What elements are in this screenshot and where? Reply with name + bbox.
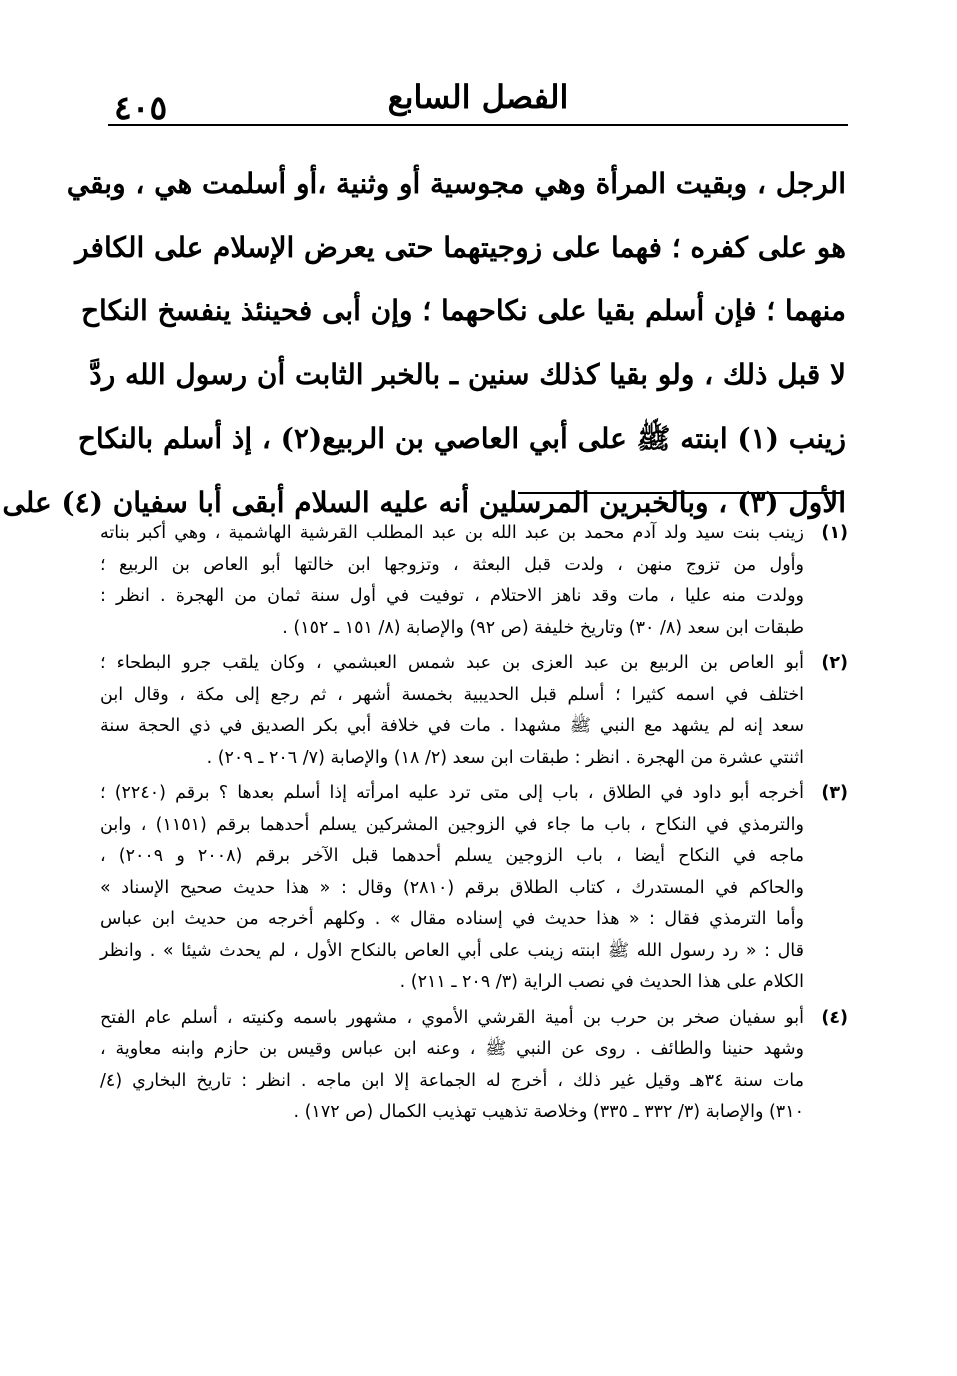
footnote-line: زينب بنت سيد ولد آدم محمد بن عبد الله بن عبد المطلب القرشية الهاشمية ، وهي أكبر بناته (100, 523, 804, 543)
footnote-line: أخرجه أبو داود في الطلاق ، باب إلى متى ترد عليه امرأته إذا أسلم بعدها ؟ برقم (٢٢٤٠) ؛ (100, 783, 805, 803)
footnote-3 (100, 778, 848, 999)
footnote-separator (518, 492, 844, 494)
main-text-line: هو على كفره ؛ فهما على زوجيتهما حتى يعرض الإسلام على الكافر (75, 230, 846, 264)
footnote-text (100, 648, 804, 774)
chapter-title: الفصل السابع (387, 78, 569, 116)
page-header (108, 70, 848, 126)
footnote-2 (100, 648, 848, 774)
footnote-number: (٤) (821, 1007, 848, 1028)
footnote-line: مات سنة ٣٤هـ وقيل غير ذلك ، أخرج له الجماعة إلا ابن ماجه . انظر : تاريخ البخاري (٤/ (100, 1070, 804, 1091)
footnote-4 (100, 1003, 848, 1129)
footnote-line: وشهد حنينا والطائف . روى عن النبي ﷺ ، وعنه ابن عباس وقيس بن حازم وابنه معاوية ، (100, 1039, 804, 1059)
footnote-line: ماجه في النكاح أيضا ، باب الزوجين يسلم أحدهما قبل الآخر برقم (٢٠٠٨ و ٢٠٠٩) ، (100, 846, 804, 866)
footnote-line: والترمذي في النكاح ، باب ما جاء في الزوجين المشركين يسلم أحدهما برقم (١١٥١) ، وابن (100, 814, 804, 835)
footnotes (100, 518, 848, 1133)
footnote-text (100, 518, 804, 644)
footnote-number: (٣) (821, 783, 848, 803)
footnote-line: طبقات ابن سعد (٨/ ٣٠) وتاريخ خليفة (ص ٩٢) والإصابة (٨/ ١٥١ ـ ١٥٢) . (282, 617, 804, 638)
footnote-line: الكلام على هذا الحديث في نصب الراية (٣/ ٢٠٩ ـ ٢١١) . (399, 972, 804, 992)
footnote-line: وأما الترمذي فقال : « هذا حديث في إسناده مقال » . وكلهم أخرجه من حديث ابن عباس (100, 909, 804, 929)
page-number: ٤٠٥ (114, 88, 168, 127)
footnote-line: والحاكم في المستدرك ، كتاب الطلاق برقم (٢٨١٠) وقال : « هذا حديث صحيح الإسناد » (100, 877, 804, 898)
footnote-number: (١) (821, 523, 848, 543)
footnote-line: أبو سفيان صخر بن حرب بن أمية القرشي الأموي ، مشهور باسمه وكنيته ، أسلم عام الفتح (100, 1007, 804, 1028)
main-text-line: الأول (٣) ، وبالخبرين المرسلين أنه عليه السلام أبقى أبا سفيان (٤) على (2, 485, 846, 519)
footnote-text (100, 1003, 804, 1129)
footnote-line: اثنتي عشرة من الهجرة . انظر : طبقات ابن سعد (٢/ ١٨) والإصابة (٧/ ٢٠٦ ـ ٢٠٩) . (206, 747, 804, 768)
footnote-line: أبو العاص بن الربيع بن عبد العزى بن عبد شمس العبشمي ، وكان يلقب جرو البطحاء ؛ (100, 653, 804, 673)
main-text (2, 152, 846, 534)
footnote-number: (٢) (821, 653, 848, 673)
main-text-line: لا قبل ذلك ، ولو بقيا كذلك سنين ـ بالخبر الثابت أن رسول الله ردَّ (89, 358, 846, 392)
main-text-line: منهما ؛ فإن أسلم بقيا على نكاحهما ؛ وإن أبى فحينئذ ينفسخ النكاح (80, 294, 846, 328)
main-text-line: زينب (١) ابنته ﷺ على أبي العاصي بن الربيع(٢) ، إذ أسلم بالنكاح (77, 421, 846, 455)
footnote-line: وأول من تزوج منهن ، ولدت قبل البعثة ، وتزوجها ابن خالتها أبو العاص بن الربيع ؛ (100, 554, 804, 575)
header-rule (108, 124, 848, 126)
main-text-line: الرجل ، وبقيت المرأة وهي مجوسية أو وثنية ،أو أسلمت هي ، وبقي (66, 167, 846, 200)
footnote-1 (100, 518, 848, 644)
footnote-line: سعد إنه لم يشهد مع النبي ﷺ مشهدا . مات في خلافة أبي بكر الصديق في ذي الحجة سنة (100, 716, 804, 736)
footnote-line: قال : « رد رسول الله ﷺ ابنته زينب على أبي العاص بالنكاح الأول ، لم يحدث شيئا » . وانظر (100, 940, 804, 961)
footnote-text (100, 778, 804, 999)
footnote-line: وولدت منه عليا ، مات وقد ناهز الاحتلام ، توفيت في أول سنة ثمان من الهجرة . انظر : (100, 586, 804, 606)
footnote-line: اختلف في اسمه كثيرا ؛ أسلم قبل الحديبية بخمسة أشهر ، ثم رجع إلى مكة ، وقال ابن (100, 684, 804, 705)
footnote-line: ٣١٠) والإصابة (٣/ ٣٣٢ ـ ٣٣٥) وخلاصة تذهيب تهذيب الكمال (ص ١٧٢) . (293, 1102, 804, 1122)
